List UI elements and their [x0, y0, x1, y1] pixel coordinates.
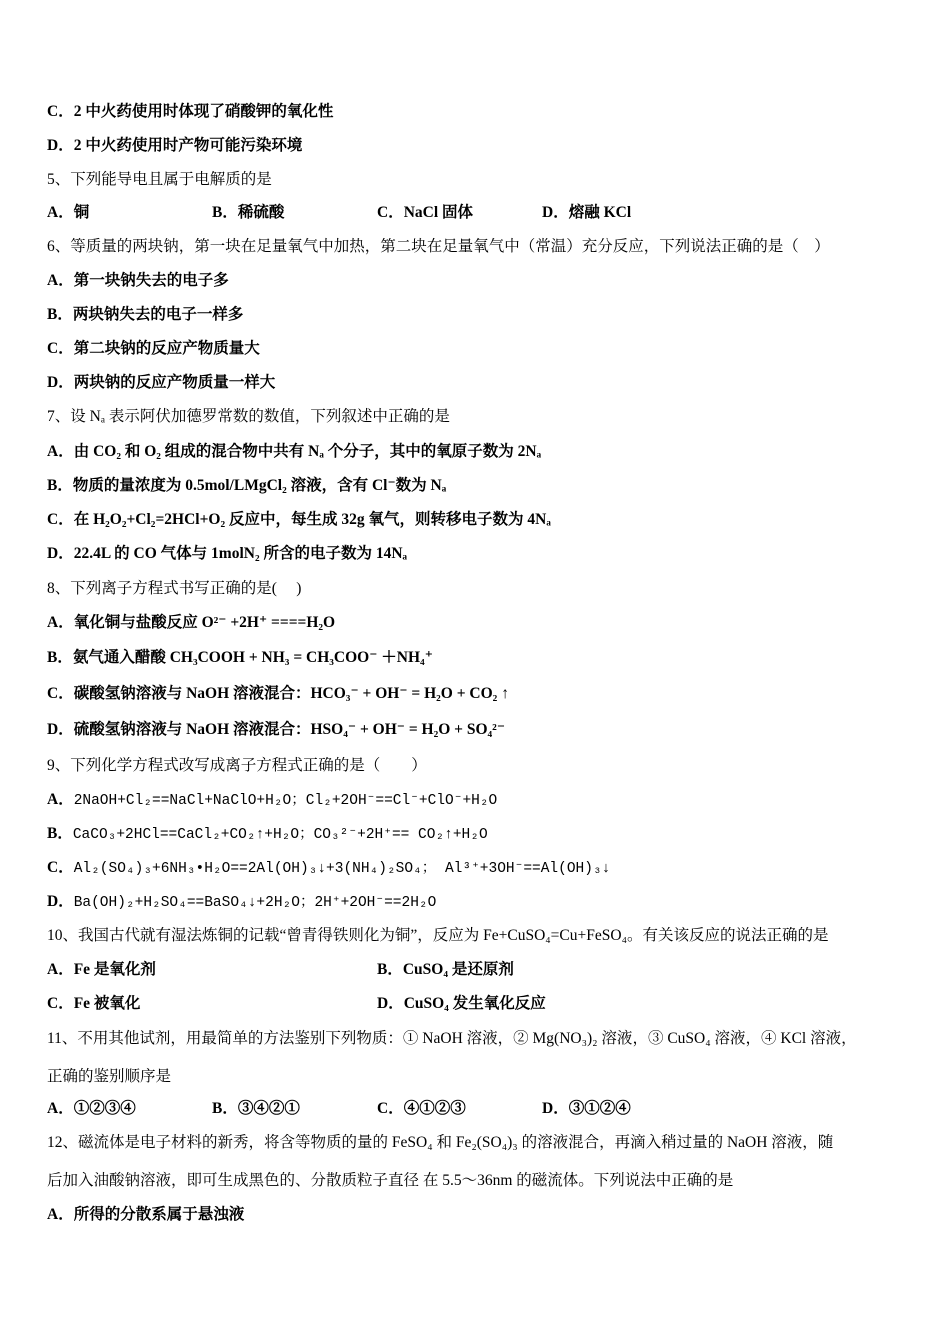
q5-stem: 5、下列能导电且属于电解质的是: [47, 171, 272, 188]
q8-option-a: A．氧化铜与盐酸反应 O²⁻ +2H⁺ ====H₂O: [47, 614, 336, 631]
q7-stem: 7、设 Nₐ 表示阿伏加德罗常数的数值，下列叙述中正确的是: [47, 408, 450, 425]
q11-stem: 11、不用其他试剂，用最简单的方法鉴别下列物质：① NaOH 溶液，② Mg(NO₃)₂ 溶液，③ CuSO₄ 溶液，④ KCl 溶液，: [47, 1030, 857, 1047]
q11-option-b: B．③④②①: [212, 1100, 300, 1117]
q4-option-c: C．2 中火药使用时体现了硝酸钾的氧化性: [47, 103, 334, 120]
q6-option-d: D．两块钠的反应产物质量一样大: [47, 374, 276, 391]
q8-stem: 8、下列离子方程式书写正确的是( ): [47, 580, 302, 597]
q7-option-b: B．物质的量浓度为 0.5mol/LMgCl₂ 溶液，含有 Cl⁻数为 Nₐ: [47, 477, 447, 494]
q10-option-a: A．Fe 是氧化剂: [47, 961, 156, 978]
q12-option-a: A．所得的分散系属于悬浊液: [47, 1206, 245, 1223]
q5-option-c: C．NaCl 固体: [377, 204, 474, 221]
q12-stem-continued: 后加入油酸钠溶液，即可生成黑色的、分散质粒子直径 在 5.5～36nm 的磁流体。下列说法中正确的是: [47, 1172, 734, 1189]
q11-option-c: C．④①②③: [377, 1100, 466, 1117]
option-label: A．: [47, 791, 74, 808]
q11-option-a: A．①②③④: [47, 1100, 136, 1117]
q9-option-b: [47, 824, 488, 845]
q6-option-c: C．第二块钠的反应产物质量大: [47, 340, 260, 357]
q8-option-c: C．碳酸氢钠溶液与 NaOH 溶液混合：HCO₃⁻ + OH⁻ = H₂O + CO₂ ↑: [47, 685, 509, 702]
q9-option-c: [47, 858, 610, 879]
q10-stem: 10、我国古代就有湿法炼铜的记载“曾青得铁则化为铜”，反应为 Fe+CuSO₄=Cu+FeSO₄。有关该反应的说法正确的是: [47, 927, 829, 944]
q9-stem: 9、下列化学方程式改写成离子方程式正确的是（ ）: [47, 757, 427, 774]
option-label: C．: [47, 859, 74, 876]
q7-option-a: A．由 CO₂ 和 O₂ 组成的混合物中共有 Nₐ 个分子，其中的氧原子数为 2Nₐ: [47, 443, 542, 460]
q6-option-a: A．第一块钠失去的电子多: [47, 272, 229, 289]
q10-option-b: B．CuSO₄ 是还原剂: [377, 961, 514, 978]
option-text: Al₂(SO₄)₃+6NH₃•H₂O==2Al(OH)₃↓+3(NH₄)₂SO₄； Al³⁺+3OH⁻==Al(OH)₃↓: [73, 861, 611, 877]
q9-option-d: [47, 892, 436, 913]
option-text: CaCO₃+2HCl==CaCl₂+CO₂↑+H₂O；CO₃²⁻+2H⁺== CO₂↑+H₂O: [72, 827, 488, 843]
option-label: D．: [47, 893, 74, 910]
q10-option-d: D．CuSO₄ 发生氧化反应: [377, 995, 546, 1012]
q6-stem: 6、等质量的两块钠，第一块在足量氧气中加热，第二块在足量氧气中（常温）充分反应，下列说法正确的是（ ）: [47, 238, 830, 255]
q11-stem-continued: 正确的鉴别顺序是: [47, 1068, 172, 1085]
q5-option-d: D．熔融 KCl: [542, 204, 632, 221]
q9-option-a: [47, 790, 497, 811]
q7-option-c: C．在 H₂O₂+Cl₂=2HCl+O₂ 反应中，每生成 32g 氧气，则转移电子数为 4Nₐ: [47, 511, 551, 528]
q8-option-b: B．氨气通入醋酸 CH₃COOH + NH₃ = CH₃COO⁻ ＋NH₄⁺: [47, 649, 433, 666]
q10-option-c: C．Fe 被氧化: [47, 995, 141, 1012]
option-text: 2NaOH+Cl₂==NaCl+NaClO+H₂O；Cl₂+2OH⁻==Cl⁻+ClO⁻+H₂O: [73, 793, 498, 809]
q7-option-d: D．22.4L 的 CO 气体与 1molN₂ 所含的电子数为 14Nₐ: [47, 545, 408, 562]
option-text: Ba(OH)₂+H₂SO₄==BaSO₄↓+2H₂O；2H⁺+2OH⁻==2H₂O: [73, 895, 437, 911]
q12-stem: 12、磁流体是电子材料的新秀，将含等物质的量的 FeSO₄ 和 Fe₂(SO₄)₃ 的溶液混合，再滴入稍过量的 NaOH 溶液，随: [47, 1134, 834, 1151]
q8-option-d: D．硫酸氢钠溶液与 NaOH 溶液混合：HSO₄⁻ + OH⁻ = H₂O + SO₄²⁻: [47, 721, 506, 738]
q6-option-b: B．两块钠失去的电子一样多: [47, 306, 244, 323]
q4-option-d: D．2 中火药使用时产物可能污染环境: [47, 137, 303, 154]
q5-option-a: A．铜: [47, 204, 90, 221]
q11-option-d: D．③①②④: [542, 1100, 631, 1117]
q5-option-b: B．稀硫酸: [212, 204, 285, 221]
option-label: B．: [47, 825, 73, 842]
